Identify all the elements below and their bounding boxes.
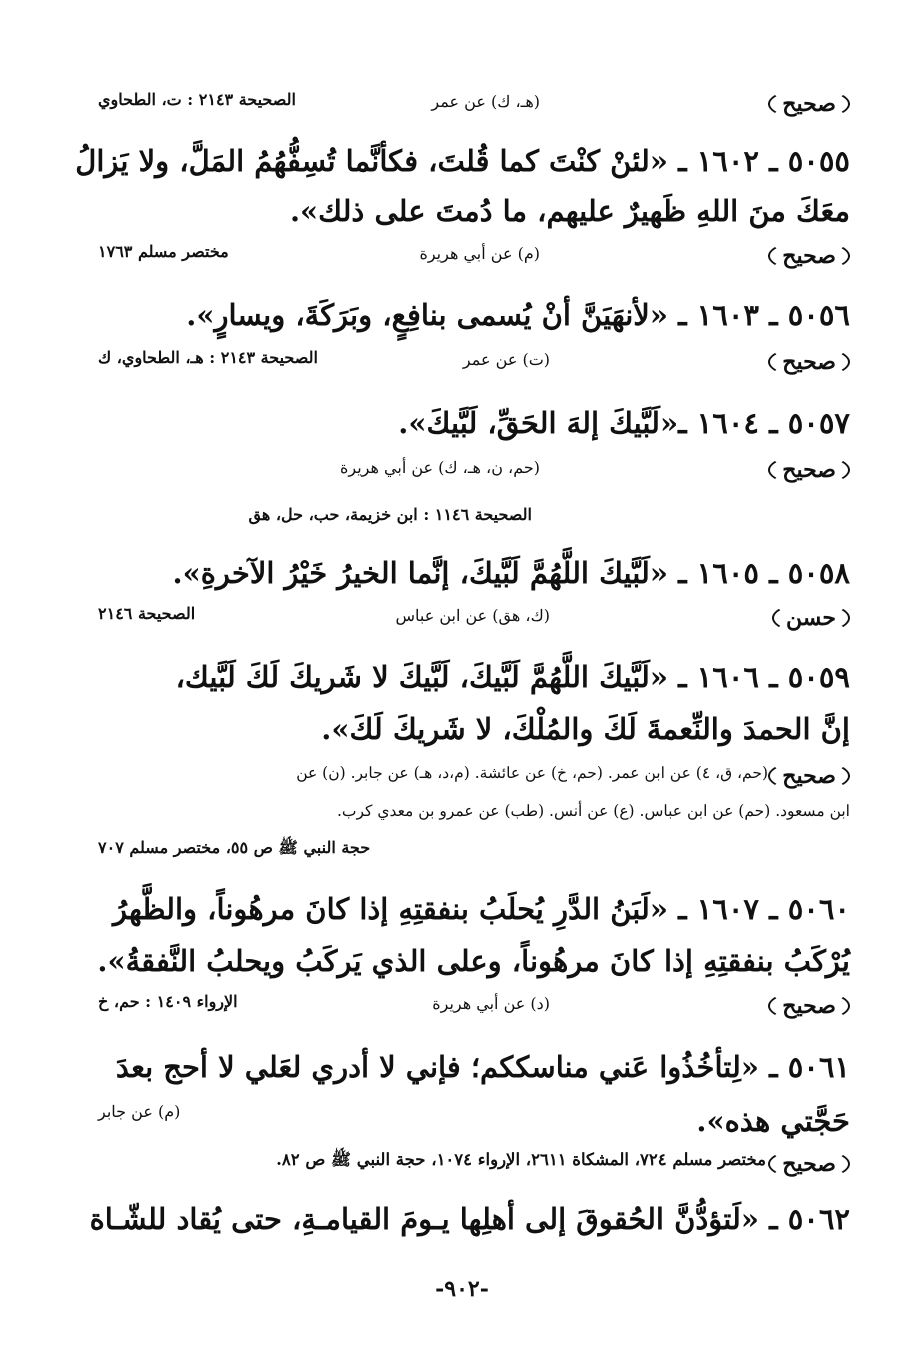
grade-label: صحيح: [768, 990, 850, 1022]
narrator: (حم، ن، هـ، ك) عن أبي هريرة: [340, 458, 540, 477]
hadith-text: ٥٠٦٠ ـ ١٦٠٧ ـ «لَبَنُ الدَّرِ يُحلَبُ بنفقتِهِ إذا كانَ مرهُوناً، والظَّهرُ: [112, 892, 850, 926]
grade-row: [98, 602, 850, 642]
grade-row: [98, 240, 850, 280]
hadith-text: ٥٠٥٩ ـ ١٦٠٦ ـ «لَبَّيكَ اللَّهُمَّ لَبَّيكَ، لَبَّيكَ لا شَريكَ لَكَ لَبَّيك،: [175, 660, 850, 694]
narrator: (م) عن جابر: [98, 1102, 181, 1121]
grade-label: صحيح: [768, 454, 850, 486]
hadith-text-continued: حَجَّتي هذه».: [696, 1104, 850, 1138]
narrator: (د) عن أبي هريرة: [432, 994, 550, 1013]
narrator-continued: ابن مسعود. (حم) عن ابن عباس. (ع) عن أنس. (طب) عن عمرو بن معدي كرب.: [336, 802, 850, 820]
reference: مختصر مسلم ١٧٦٣: [98, 242, 229, 261]
hadith-text-continued: يُرْكَبُ بنفقتِهِ إذا كانَ مرهُوناً، وعلى الذي يَركَبُ ويحلبُ النَّفقةُ».: [97, 944, 850, 978]
grade-row: [98, 990, 850, 1030]
grade-row: [98, 1148, 850, 1188]
grade-label: حسن: [772, 602, 850, 634]
hadith-text-continued: إنَّ الحمدَ والنِّعمةَ لَكَ والمُلْكَ، لا شَريكَ لَكَ».: [321, 712, 850, 746]
reference: حجة النبي ﷺ ص ٥٥، مختصر مسلم ٧٠٧: [98, 838, 371, 857]
hadith-text: ٥٠٥٦ ـ ١٦٠٣ ـ «لأنهَيَنَّ أنْ يُسمى بنافِعٍ، وبَرَكَةَ، ويسارٍ».: [186, 298, 850, 332]
narrator: (م) عن أبي هريرة: [419, 244, 540, 263]
reference: مختصر مسلم ٧٢٤، المشكاة ٢٦١١، الإرواء ١٠٧٤، حجة النبي ﷺ ص ٨٢.: [276, 1150, 766, 1169]
grade-row: [98, 346, 850, 386]
hadith-text: ٥٠٥٥ ـ ١٦٠٢ ـ «لئنْ كنْتَ كما قُلتَ، فكأنَّما تُسِفُّهُمُ المَلَّ، ولا يَزالُ: [75, 144, 850, 178]
reference: الصحيحة ٢١٤٣ : ت، الطحاوي: [98, 90, 296, 109]
grade-label: صحيح: [768, 88, 850, 120]
narrator: (ك، هق) عن ابن عباس: [395, 606, 550, 625]
narrator: (هـ، ك) عن عمر: [431, 92, 540, 111]
grade-label: صحيح: [768, 240, 850, 272]
grade-label: صحيح: [768, 346, 850, 378]
hadith-text: ٥٠٥٧ ـ ١٦٠٤ ـ«لَبَّيكَ إلهَ الحَقِّ، لَبَّيكَ».: [398, 406, 850, 440]
grade-row: [98, 88, 850, 128]
narrator: (حم، ق، ٤) عن ابن عمر. (حم، خ) عن عائشة. (م،د، هـ) عن جابر. (ن) عن: [296, 764, 768, 782]
grade-label: صحيح: [768, 760, 850, 792]
grade-row: [98, 454, 850, 494]
reference: الصحيحة ٢١٤٣ : هـ، الطحاوي، ك: [98, 348, 318, 367]
narrator: (ت) عن عمر: [462, 350, 550, 369]
grade-label: صحيح: [768, 1148, 850, 1180]
reference: الصحيحة ٢١٤٦: [98, 604, 196, 623]
hadith-text-continued: معَكَ منَ اللهِ ظَهيرٌ عليهم، ما دُمتَ على ذلك».: [289, 194, 850, 228]
page-number: -٩٠٢-: [435, 1276, 489, 1302]
hadith-text: ٥٠٥٨ ـ ١٦٠٥ ـ «لَبَّيكَ اللَّهُمَّ لَبَّيكَ، إنَّما الخيرُ خَيْرُ الآخرةِ».: [172, 556, 850, 590]
grade-row: [98, 760, 850, 800]
hadith-text: ٥٠٦٢ ـ «لَتؤدُّنَّ الحُقوقَ إلى أهلِها يـومَ القيامـةِ، حتى يُقاد للشّـاة: [89, 1202, 850, 1236]
hadith-text-row: [98, 1100, 850, 1142]
reference: الإرواء ١٤٠٩ : حم، خ: [98, 992, 238, 1011]
hadith-text: ٥٠٦١ ـ «لِتأخُذُوا عَني مناسككم؛ فإني لا أدري لعَلي لا أحج بعدَ: [115, 1050, 850, 1084]
reference: الصحيحة ١١٤٦ : ابن خزيمة، حب، حل، هق: [248, 505, 532, 524]
